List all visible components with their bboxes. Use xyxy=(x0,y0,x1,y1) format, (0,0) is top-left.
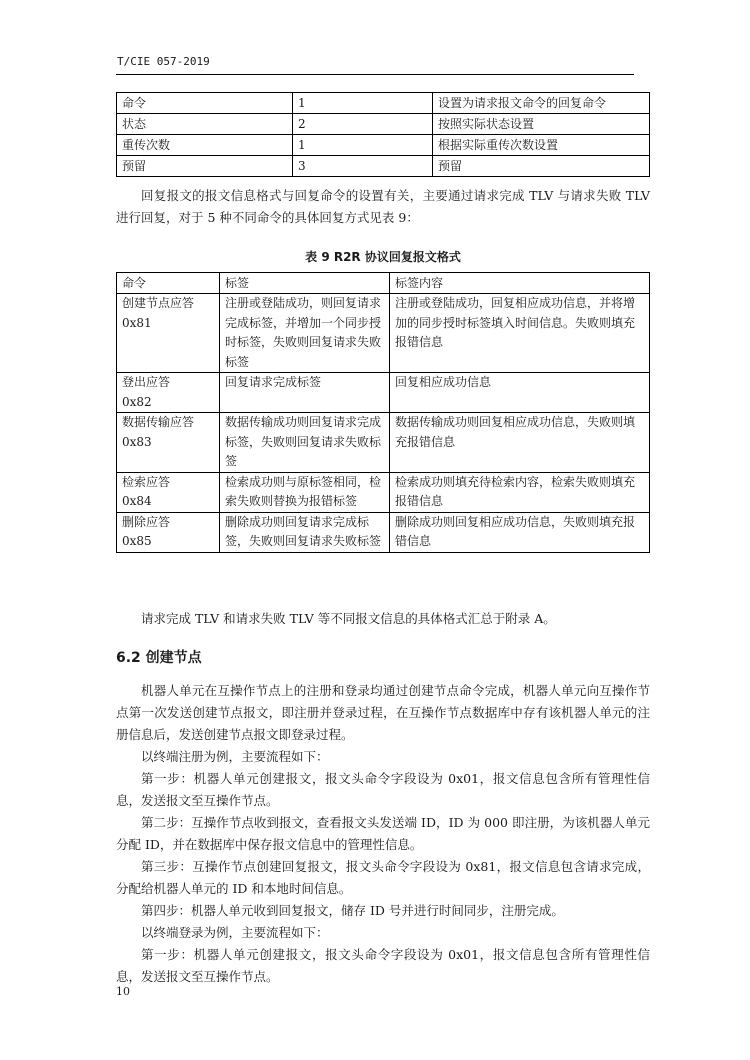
table-cell: 2 xyxy=(293,114,433,135)
table-row xyxy=(117,156,650,177)
body-paragraph: 第一步：机器人单元创建报文，报文头命令字段设为 0x01，报文信息包含所有管理性信息，发送报文至互操作节点。 xyxy=(116,771,650,808)
tag-cell: 检索成功则与原标签相同，检索失败则替换为报错标签 xyxy=(220,472,390,512)
table-cell: 1 xyxy=(293,93,433,114)
table-row xyxy=(117,472,650,512)
tag-cell: 回复请求完成标签 xyxy=(220,373,390,413)
command-name: 检索应答 xyxy=(122,474,171,489)
table-cell: 预留 xyxy=(433,156,650,177)
document-code: T/CIE 057-2019 xyxy=(117,55,210,68)
table-row xyxy=(117,373,650,413)
page-number: 10 xyxy=(116,985,130,998)
section-heading: 6.2 创建节点 xyxy=(116,650,202,666)
header-rule xyxy=(116,74,634,75)
command-name: 删除应答 xyxy=(122,514,171,529)
reply-format-table xyxy=(116,272,650,553)
command-cell xyxy=(117,294,220,373)
body-paragraph: 以终端登录为例，主要流程如下： xyxy=(141,925,329,940)
table-caption: 表 9 R2R 协议回复报文格式 xyxy=(305,250,461,264)
content-cell: 检索成功则填充待检索内容，检索失败则填充报错信息 xyxy=(390,472,650,512)
table-cell: 设置为请求报文命令的回复命令 xyxy=(433,93,650,114)
table-cell: 状态 xyxy=(117,114,293,135)
intro-paragraph: 回复报文的报文信息格式与回复命令的设置有关，主要通过请求完成 TLV 与请求失败 TLV 进行回复，对于 5 种不同命令的具体回复方式见表 9： xyxy=(116,188,650,225)
command-name: 数据传输应答 xyxy=(122,415,195,429)
tag-cell: 删除成功则回复请求完成标签，失败则回复请求失败标签 xyxy=(220,512,390,552)
table-row xyxy=(117,413,650,473)
command-code: 0x84 xyxy=(122,494,152,508)
body-paragraph: 第四步：机器人单元收到回复报文，储存 ID 号并进行时间同步，注册完成。 xyxy=(141,903,564,918)
fields-table xyxy=(116,92,650,177)
command-code: 0x82 xyxy=(122,394,152,409)
command-cell xyxy=(117,512,220,552)
content-cell: 删除成功则回复相应成功信息，失败则填充报错信息 xyxy=(390,512,650,552)
content-cell: 回复相应成功信息 xyxy=(390,373,650,413)
command-code: 0x83 xyxy=(122,434,152,449)
body-paragraph: 第三步：互操作节点创建回复报文，报文头命令字段设为 0x81，报文信息包含请求完成，分配给机器人单元的 ID 和本地时间信息。 xyxy=(116,859,650,896)
table-cell: 命令 xyxy=(117,93,293,114)
body-paragraph: 第二步：互操作节点收到报文，查看报文头发送端 ID，ID 为 000 即注册，为该机器人单元分配 ID，并在数据库中保存报文信息中的管理性信息。 xyxy=(116,815,650,852)
table-header-row xyxy=(117,273,650,294)
table-cell: 预留 xyxy=(117,156,293,177)
command-code: 0x85 xyxy=(122,534,152,548)
table-cell: 按照实际状态设置 xyxy=(433,114,650,135)
table-cell: 3 xyxy=(293,156,433,177)
note-paragraph: 请求完成 TLV 和请求失败 TLV 等不同报文信息的具体格式汇总于附录 A。 xyxy=(141,611,556,626)
tag-cell: 数据传输成功则回复请求完成标签，失败则回复请求失败标签 xyxy=(220,413,390,473)
content-cell: 注册或登陆成功，回复相应成功信息，并将增加的同步授时标签填入时间信息。失败则填充报错信息 xyxy=(390,294,650,373)
table-cell: 根据实际重传次数设置 xyxy=(433,135,650,156)
command-name: 创建节点应答 xyxy=(122,296,195,310)
body-paragraph: 第一步：机器人单元创建报文，报文头命令字段设为 0x01，报文信息包含所有管理性信息，发送报文至互操作节点。 xyxy=(116,947,650,984)
column-header: 命令 xyxy=(117,273,220,294)
command-cell xyxy=(117,413,220,473)
content-cell: 数据传输成功则回复相应成功信息，失败则填充报错信息 xyxy=(390,413,650,473)
table-cell: 重传次数 xyxy=(117,135,293,156)
table-cell: 1 xyxy=(293,135,433,156)
body-paragraph: 以终端注册为例，主要流程如下： xyxy=(141,749,329,764)
column-header: 标签 xyxy=(220,273,390,294)
column-header: 标签内容 xyxy=(390,273,650,294)
command-cell xyxy=(117,472,220,512)
command-name: 登出应答 xyxy=(122,375,171,389)
command-code: 0x81 xyxy=(122,315,152,330)
table-row xyxy=(117,294,650,373)
table-row xyxy=(117,114,650,135)
table-row xyxy=(117,135,650,156)
command-cell xyxy=(117,373,220,413)
tag-cell: 注册或登陆成功，则回复请求完成标签，并增加一个同步授时标签，失败则回复请求失败标签 xyxy=(220,294,390,373)
table-row xyxy=(117,512,650,552)
table-row xyxy=(117,93,650,114)
body-paragraph: 机器人单元在互操作节点上的注册和登录均通过创建节点命令完成，机器人单元向互操作节点第一次发送创建节点报文，即注册并登录过程，在互操作节点数据库中存有该机器人单元的注册信息后，发送创建节点报文即登录过程。 xyxy=(116,683,650,742)
